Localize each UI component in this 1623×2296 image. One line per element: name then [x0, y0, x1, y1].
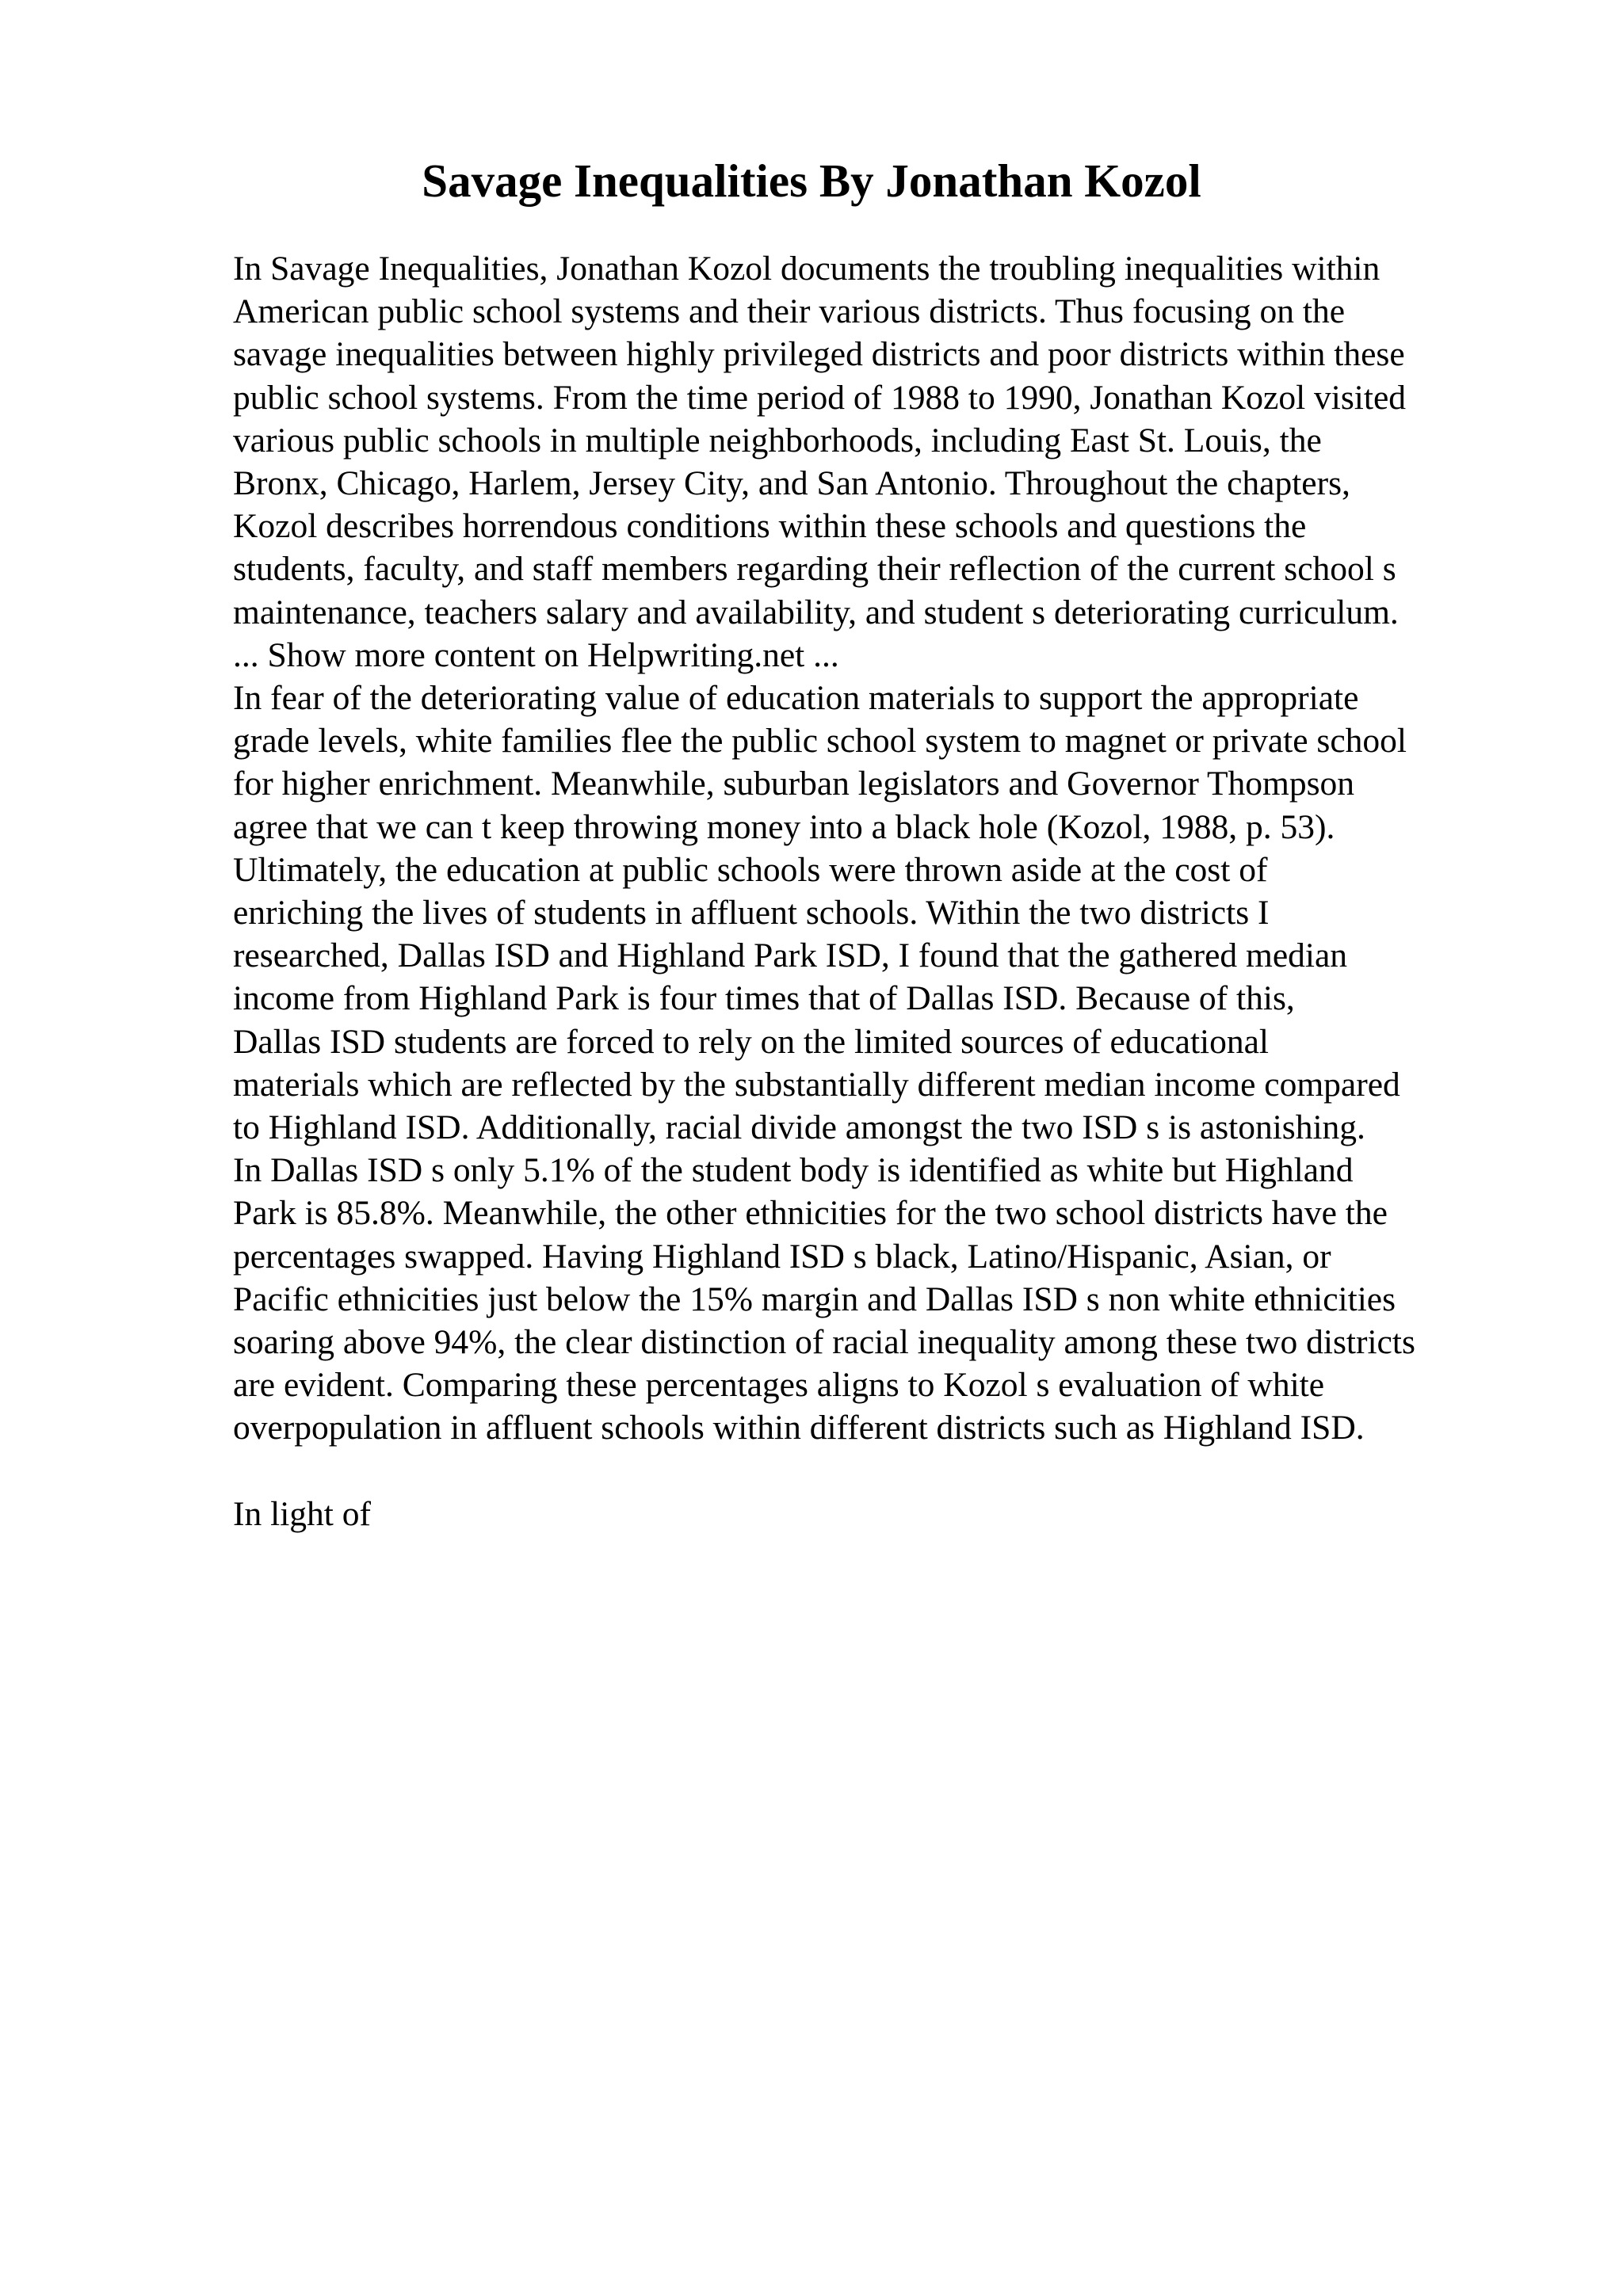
body-line: Ultimately, the education at public schools were thrown aside at the cost of [233, 850, 1268, 889]
body-line: In Dallas ISD s only 5.1% of the student body is identified as white but Highland [233, 1151, 1354, 1190]
body-line: In light of [233, 1494, 371, 1533]
body-line: students, faculty, and staff members regarding their reflection of the current school s [233, 550, 1396, 589]
body-line: researched, Dallas ISD and Highland Park ISD, I found that the gathered median [233, 936, 1348, 975]
body-line: are evident. Comparing these percentages aligns to Kozol s evaluation of white [233, 1366, 1325, 1405]
body-line: percentages swapped. Having Highland ISD s black, Latino/Hispanic, Asian, or [233, 1237, 1331, 1276]
body-line: In Savage Inequalities, Jonathan Kozol documents the troubling inequalities within [233, 250, 1381, 288]
body-line: savage inequalities between highly privileged districts and poor districts within these [233, 335, 1405, 374]
body-line: Kozol describes horrendous conditions within these schools and questions the [233, 507, 1307, 546]
body-line: income from Highland Park is four times that of Dallas ISD. Because of this, [233, 979, 1295, 1018]
document-title: Savage Inequalities By Jonathan Kozol [422, 154, 1201, 207]
body-line: enriching the lives of students in affluent schools. Within the two districts I [233, 894, 1270, 933]
body-line: Dallas ISD students are forced to rely on the limited sources of educational [233, 1022, 1270, 1061]
body-line: agree that we can t keep throwing money into a black hole (Kozol, 1988, p. 53). [233, 807, 1335, 846]
body-line: grade levels, white families flee the public school system to magnet or private school [233, 722, 1407, 761]
body-line: American public school systems and their various districts. Thus focusing on the [233, 292, 1346, 331]
body-line: Park is 85.8%. Meanwhile, the other ethnicities for the two school districts have the [233, 1194, 1388, 1233]
body-line: materials which are reflected by the substantially different median income compared [233, 1065, 1400, 1104]
body-line: various public schools in multiple neighborhoods, including East St. Louis, the [233, 421, 1322, 460]
body-line: Bronx, Chicago, Harlem, Jersey City, and San Antonio. Throughout the chapters, [233, 464, 1350, 503]
body-line: public school systems. From the time period of 1988 to 1990, Jonathan Kozol visited [233, 378, 1407, 417]
paragraph-break [233, 1450, 1533, 1493]
body-line: overpopulation in affluent schools within different districts such as Highland ISD. [233, 1409, 1365, 1447]
show-more-link[interactable]: ... Show more content on Helpwriting.net ... [233, 635, 839, 674]
document-body [233, 247, 1533, 1535]
body-line: Pacific ethnicities just below the 15% margin and Dallas ISD s non white ethnicities [233, 1280, 1396, 1318]
body-line: for higher enrichment. Meanwhile, suburban legislators and Governor Thompson [233, 765, 1355, 803]
body-line: In fear of the deteriorating value of education materials to support the appropriate [233, 679, 1359, 718]
body-line: maintenance, teachers salary and availability, and student s deteriorating curriculum. [233, 593, 1399, 631]
body-line: to Highland ISD. Additionally, racial divide amongst the two ISD s is astonishing. [233, 1108, 1365, 1147]
body-line: soaring above 94%, the clear distinction of racial inequality among these two districts [233, 1323, 1415, 1362]
